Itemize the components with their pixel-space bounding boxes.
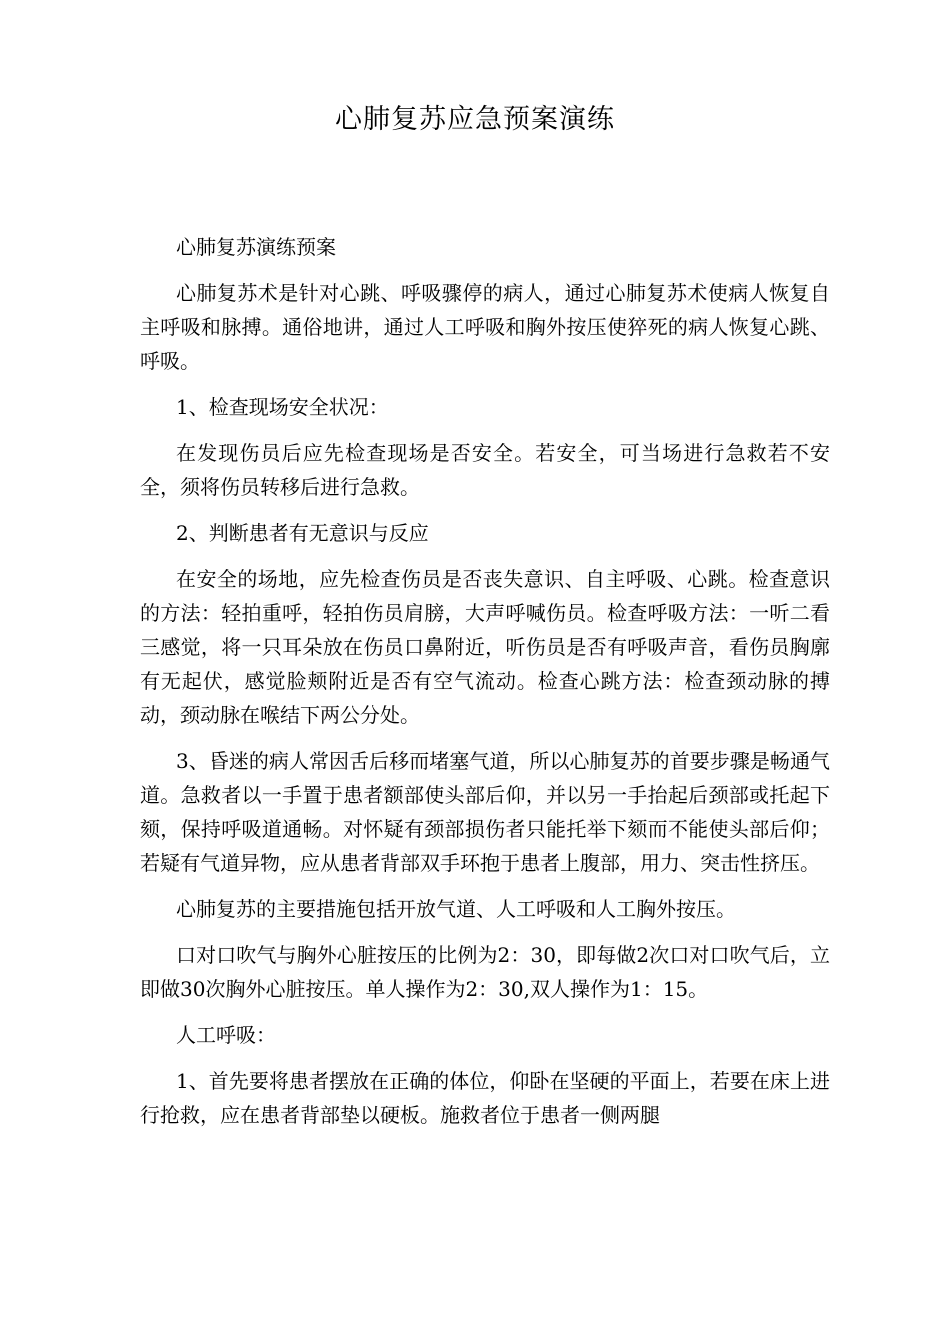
paragraph: 3、昏迷的病人常因舌后移而堵塞气道，所以心肺复苏的首要步骤是畅通气道。急救者以一手置于患者额部使头部后仰，并以另一手抬起后颈部或托起下颏，保持呼吸道通畅。对怀疑有颈部损伤者只能托举下颏而不能使头部后仰；若疑有气道异物，应从患者背部双手环抱于患者上腹部，用力、突击性挤压。	[140, 749, 830, 875]
paragraph: 在安全的场地，应先检查伤员是否丧失意识、自主呼吸、心跳。检查意识的方法：轻拍重呼，轻拍伤员肩膀，大声呼喊伤员。检查呼吸方法：一听二看三感觉，将一只耳朵放在伤员口鼻附近，听伤员是否有呼吸声音，看伤员胸廓有无起伏，感觉脸颊附近是否有空气流动。检查心跳方法：检查颈动脉的搏动，颈动脉在喉结下两公分处。	[140, 567, 830, 727]
paragraph: 心肺复苏术是针对心跳、呼吸骤停的病人，通过心肺复苏术使病人恢复自主呼吸和脉搏。通俗地讲，通过人工呼吸和胸外按压使猝死的病人恢复心跳、呼吸。	[140, 281, 830, 373]
section-heading: 人工呼吸：	[176, 1023, 276, 1047]
document-title: 心肺复苏应急预案演练	[335, 104, 615, 135]
paragraph: 在发现伤员后应先检查现场是否安全。若安全，可当场进行急救若不安全，须将伤员转移后进行急救。	[140, 441, 830, 499]
paragraph: 口对口吹气与胸外心脏按压的比例为2：30，即每做2次口对口吹气后，立即做30次胸外心脏按压。单人操作为2：30,双人操作为1：15。	[140, 943, 830, 1001]
paragraph: 1、首先要将患者摆放在正确的体位，仰卧在坚硬的平面上，若要在床上进行抢救，应在患者背部垫以硬板。施救者位于患者一侧两腿	[140, 1069, 830, 1127]
document-body	[140, 230, 830, 1144]
paragraph: 心肺复苏的主要措施包括开放气道、人工呼吸和人工胸外按压。	[176, 897, 736, 921]
section-heading: 心肺复苏演练预案	[176, 235, 336, 259]
step-heading: 1、检查现场安全状况：	[176, 395, 389, 419]
step-heading: 2、判断患者有无意识与反应	[176, 521, 429, 545]
